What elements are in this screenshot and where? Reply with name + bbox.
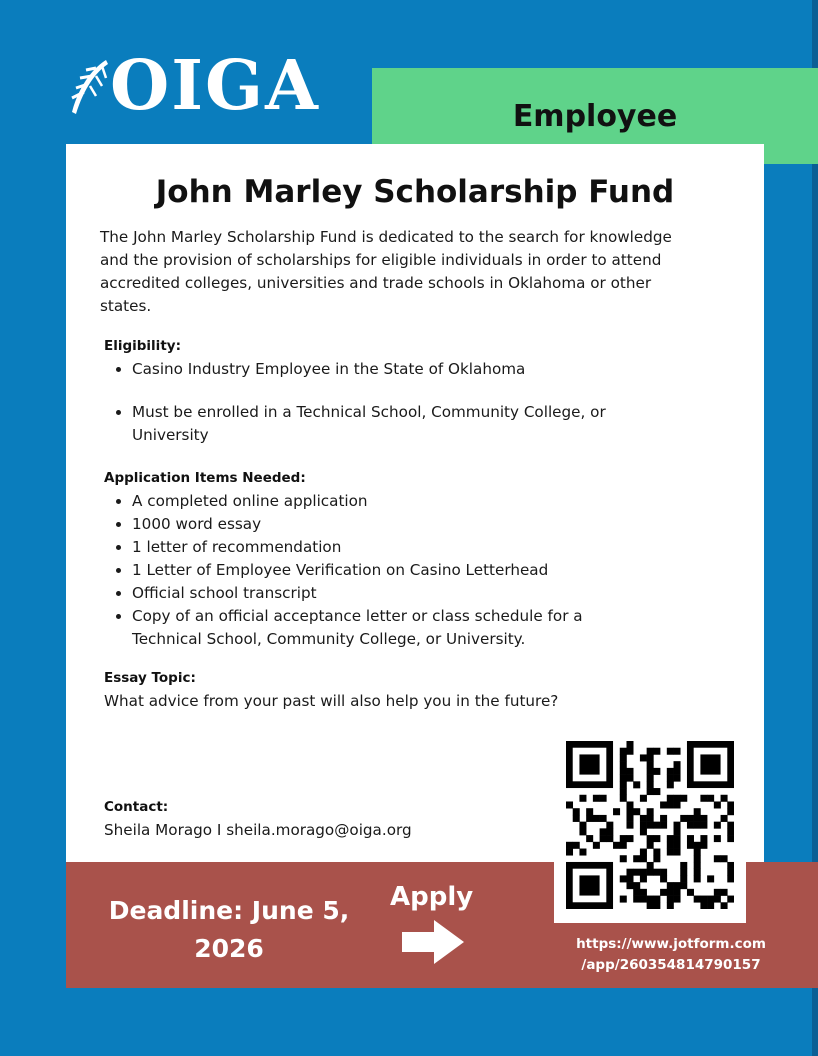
list-item: • 1 letter of recommendation: [132, 536, 652, 559]
list-item: • Must be enrolled in a Technical School, Community College, or University: [132, 401, 652, 447]
deadline: [84, 892, 374, 968]
list-item: • Official school transcript: [132, 582, 652, 605]
list-item: • Casino Industry Employee in the State of Oklahoma: [132, 358, 652, 381]
list-item: • 1 Letter of Employee Verification on Casino Letterhead: [132, 559, 652, 582]
arrow-right-icon: [400, 918, 466, 966]
eligibility-heading: Eligibility:: [104, 338, 181, 354]
essay-topic: What advice from your past will also help you in the future?: [104, 692, 559, 710]
essay-heading: Essay Topic:: [104, 670, 196, 686]
intro-paragraph: The John Marley Scholarship Fund is dedicated to the search for knowledge and the provision of scholarships for eligible individuals in order to attend accredited colleges, universities and trade schools in Oklahoma or other states.: [100, 228, 672, 315]
apply-label: Apply: [390, 882, 474, 912]
url-line-1: https://www.jotform.com: [576, 936, 766, 952]
page-title: John Marley Scholarship Fund: [155, 174, 675, 210]
contact-info: Sheila Morago I sheila.morago@oiga.org: [104, 821, 412, 839]
qr-code[interactable]: [554, 731, 746, 923]
qr-code-icon: [566, 741, 734, 909]
application-url[interactable]: [536, 934, 806, 976]
oiga-logo: [66, 46, 346, 126]
list-item: • A completed online application: [132, 490, 652, 513]
logo-text: OIGA: [110, 46, 320, 126]
banner-label: Employee: [512, 98, 678, 134]
application-heading: Application Items Needed:: [104, 470, 306, 486]
contact-heading: Contact:: [104, 799, 169, 815]
application-list: [106, 490, 652, 651]
feather-icon: [66, 56, 112, 120]
list-item: • Copy of an official acceptance letter or class schedule for a Technical School, Community College, or University.: [132, 605, 652, 651]
deadline-line-2: 2026: [194, 934, 264, 963]
list-item: • 1000 word essay: [132, 513, 652, 536]
url-line-2: /app/260354814790157: [581, 957, 761, 973]
eligibility-list: [106, 358, 652, 447]
deadline-line-1: Deadline: June 5,: [108, 896, 350, 925]
